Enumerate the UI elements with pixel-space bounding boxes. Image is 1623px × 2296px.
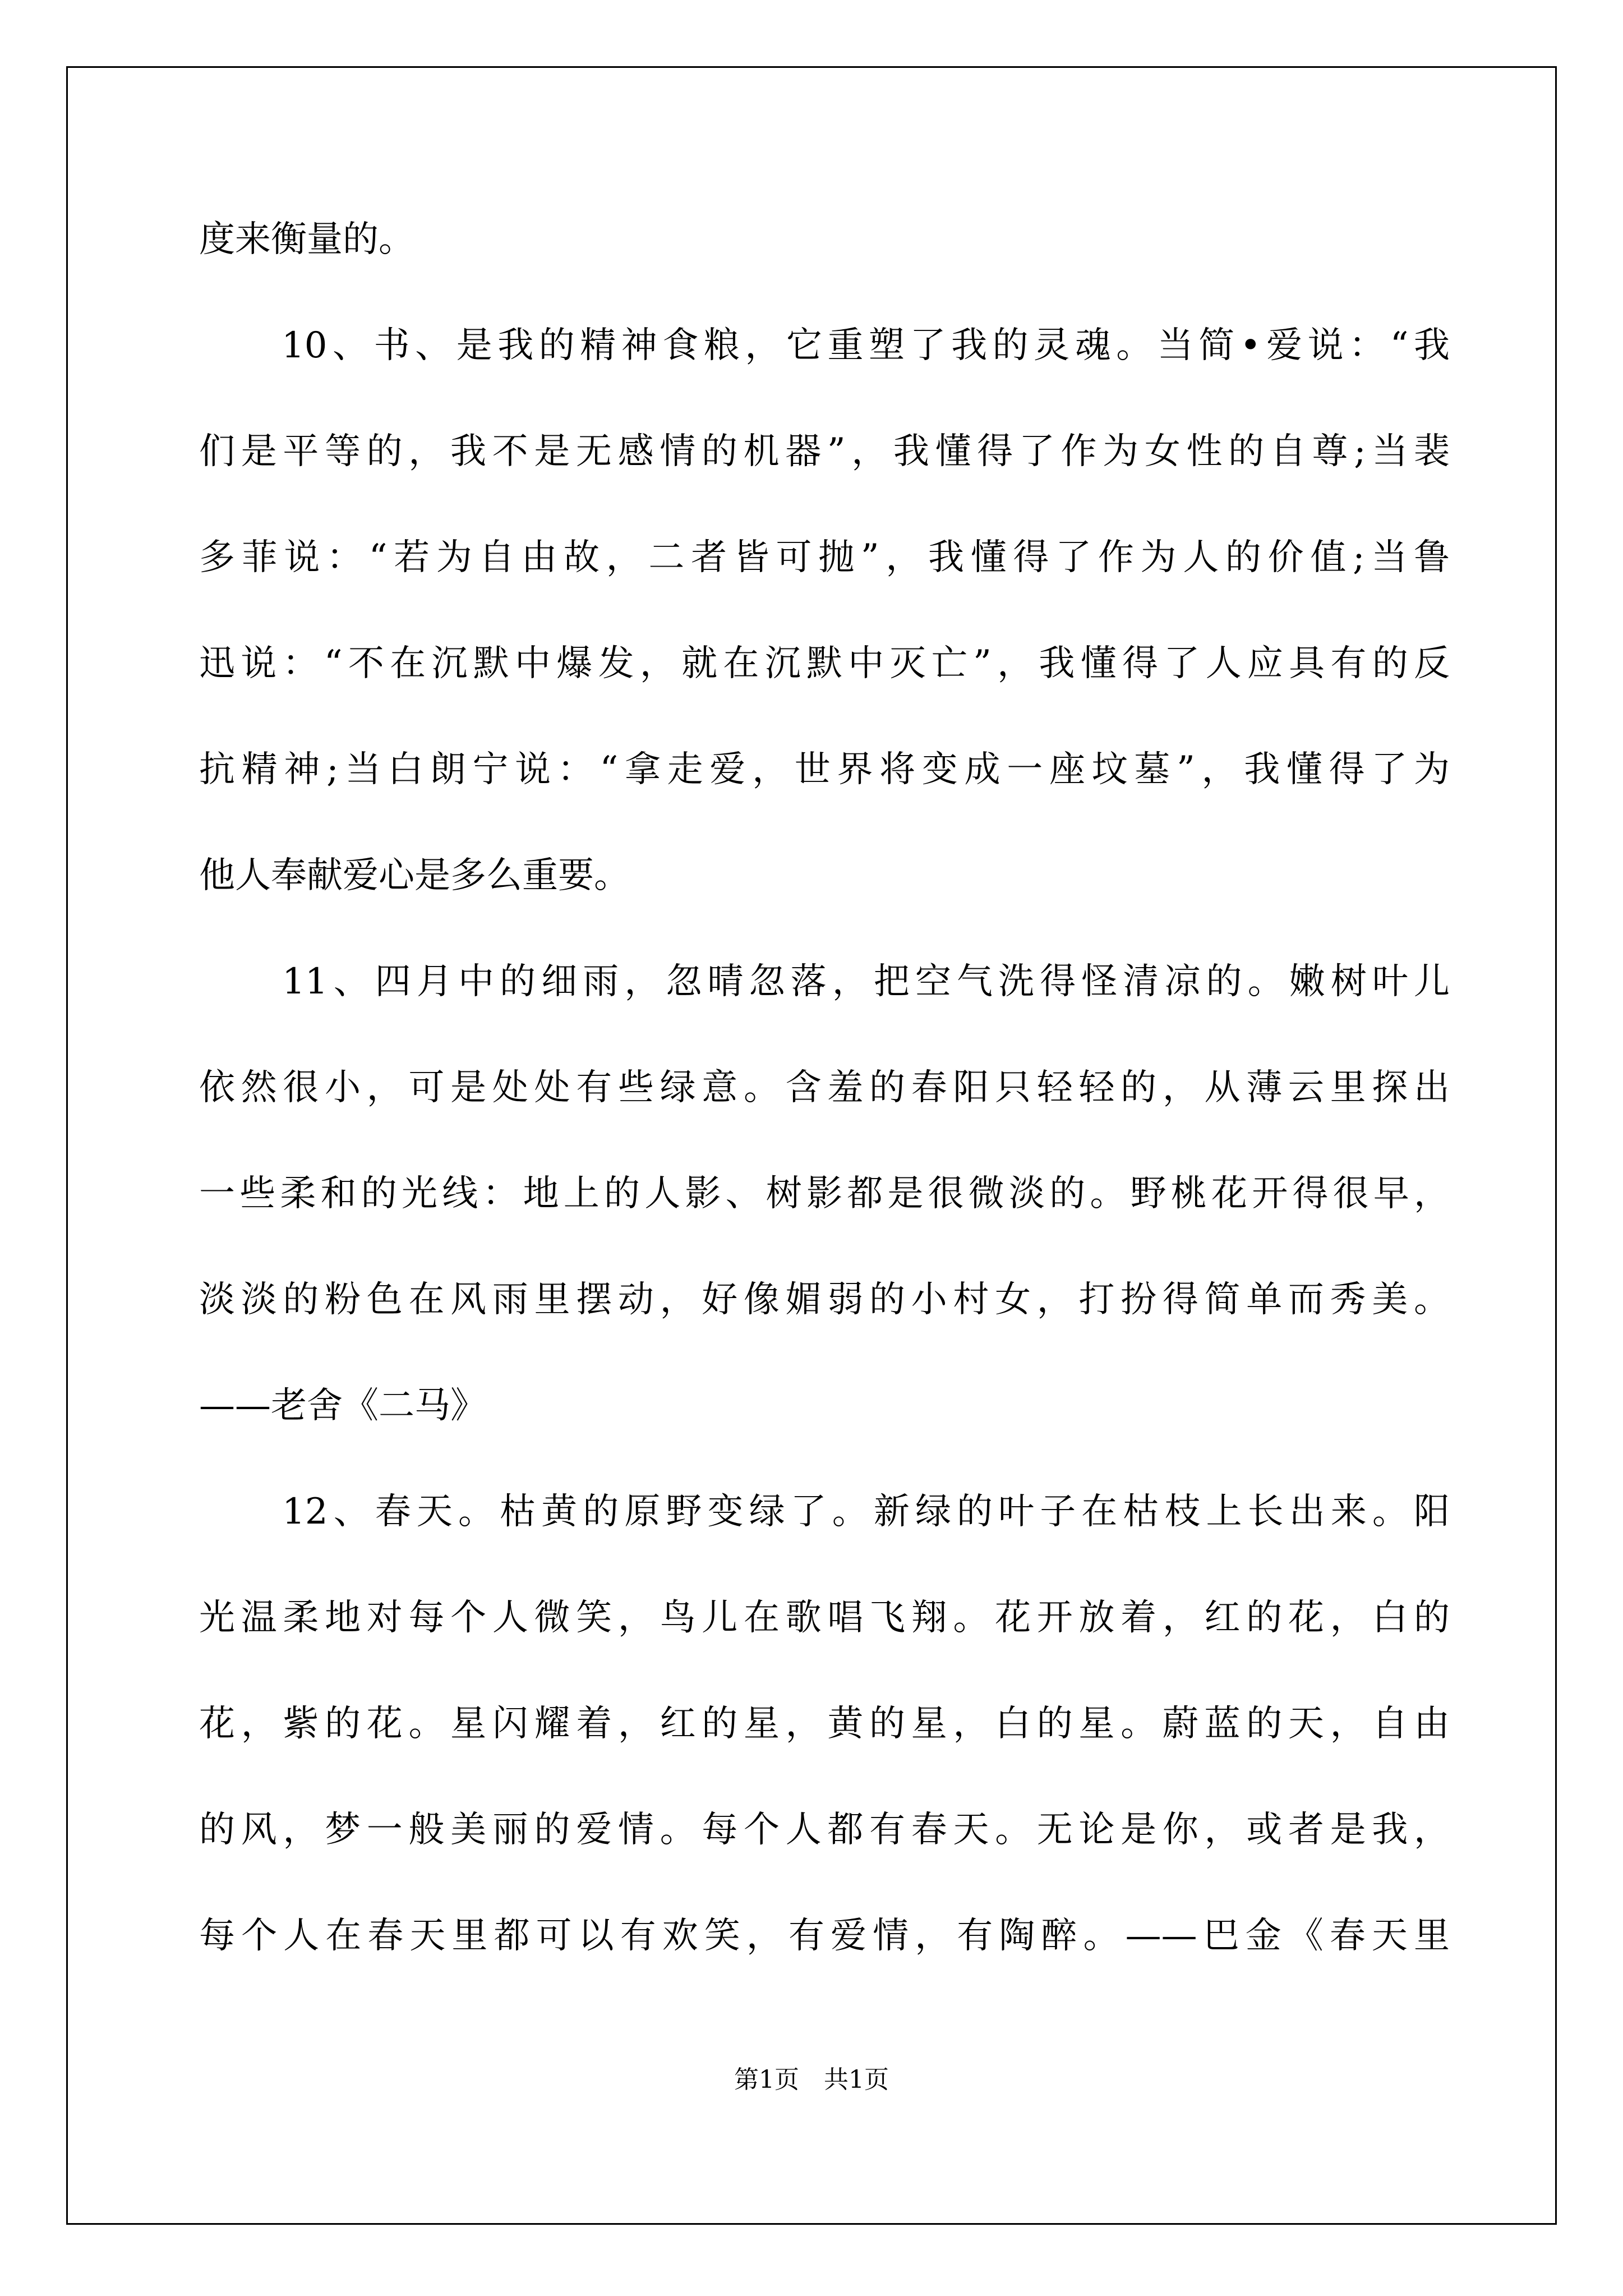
text-line: 光温柔地对每个人微笑，鸟儿在歌唱飞翔。花开放着，红的花，白的 (199, 1597, 1450, 1639)
text-line: 每个人在春天里都可以有欢笑，有爱情，有陶醉。——巴金《春天里 (199, 1915, 1450, 1957)
text-line: 他人奉献爱心是多么重要。 (199, 855, 630, 896)
text-line: 抗精神;当白朗宁说：“拿走爱，世界将变成一座坟墓”，我懂得了为 (199, 749, 1450, 790)
text-line: 度来衡量的。 (199, 219, 414, 260)
text-line: 迅说：“不在沉默中爆发，就在沉默中灭亡”，我懂得了人应具有的反 (199, 643, 1450, 684)
page-number: 第1页 共1页 (734, 2065, 889, 2094)
text-line: 10、书、是我的精神食粮，它重塑了我的灵魂。当简•爱说：“我 (199, 325, 1450, 366)
text-line: 11、四月中的细雨，忽晴忽落，把空气洗得怪清凉的。嫩树叶儿 (199, 961, 1450, 1002)
text-line: ——老舍《二马》 (199, 1385, 486, 1427)
text-line: 多菲说：“若为自由故，二者皆可抛”，我懂得了作为人的价值;当鲁 (199, 537, 1450, 578)
text-line: 们是平等的，我不是无感情的机器”，我懂得了作为女性的自尊;当裴 (199, 431, 1450, 472)
text-line: 花，紫的花。星闪耀着，红的星，黄的星，白的星。蔚蓝的天，自由 (199, 1703, 1450, 1745)
text-line: 淡淡的粉色在风雨里摆动，好像媚弱的小村女，打扮得简单而秀美。 (199, 1279, 1450, 1320)
text-line: 12、春天。枯黄的原野变绿了。新绿的叶子在枯枝上长出来。阳 (199, 1491, 1450, 1533)
text-line: 一些柔和的光线：地上的人影、树影都是很微淡的。野桃花开得很早， (199, 1173, 1450, 1214)
text-line: 依然很小，可是处处有些绿意。含羞的春阳只轻轻的，从薄云里探出 (199, 1067, 1450, 1108)
page-border (66, 66, 1557, 2225)
text-line: 的风，梦一般美丽的爱情。每个人都有春天。无论是你，或者是我， (199, 1809, 1450, 1851)
